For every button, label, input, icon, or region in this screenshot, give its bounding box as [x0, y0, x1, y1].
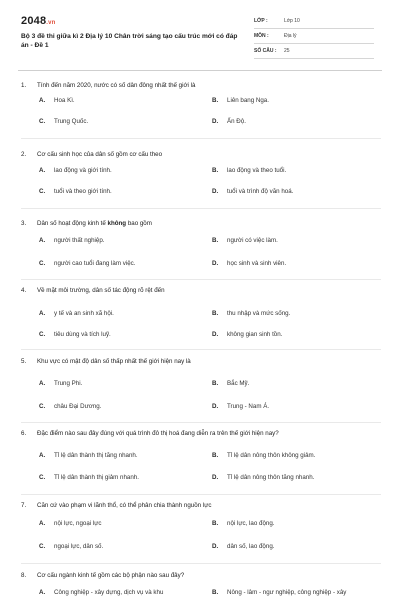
question-divider	[21, 279, 381, 280]
option-letter: A.	[39, 97, 46, 104]
option-letter: C.	[39, 331, 46, 338]
option-text: thu nhập và mức sống.	[227, 310, 291, 317]
option-letter: B.	[212, 520, 219, 527]
option-text: Tỉ lệ dân nông thôn tăng nhanh.	[227, 474, 315, 481]
option-text: ngoại lực, dân số.	[54, 543, 104, 550]
question-stem	[21, 287, 381, 295]
question-8	[21, 572, 381, 596]
meta-row-class	[254, 14, 374, 29]
option-a[interactable]	[39, 589, 163, 597]
option-text: Hoa Kì.	[54, 97, 75, 104]
meta-label: LỚP :	[254, 18, 268, 24]
option-letter: A.	[39, 310, 46, 317]
question-5	[21, 358, 381, 410]
option-text: người có việc làm.	[227, 237, 278, 244]
option-a[interactable]	[39, 380, 82, 388]
option-letter: B.	[212, 452, 219, 459]
option-b[interactable]	[212, 237, 278, 245]
header-divider	[18, 70, 382, 71]
option-letter: C.	[39, 474, 46, 481]
option-text: lao động và theo tuổi.	[227, 167, 287, 174]
option-letter: A.	[39, 589, 46, 596]
document-header	[0, 0, 400, 72]
option-b[interactable]	[212, 520, 275, 528]
option-letter: A.	[39, 380, 46, 387]
option-text: Trung - Nam Á.	[227, 403, 270, 410]
option-letter: D.	[212, 543, 219, 550]
question-number: 5.	[21, 358, 27, 365]
option-d[interactable]	[212, 188, 293, 196]
option-text: nội lực, lao động.	[227, 520, 275, 527]
option-letter: A.	[39, 237, 46, 244]
question-stem	[21, 572, 381, 580]
option-letter: D.	[212, 188, 219, 195]
option-text: lao động và giới tính.	[54, 167, 112, 174]
meta-value: Địa lý	[284, 33, 297, 39]
option-a[interactable]	[39, 452, 138, 460]
question-text-post: bao gồm	[126, 220, 152, 227]
option-a[interactable]	[39, 237, 105, 245]
option-text: nội lực, ngoại lực	[54, 520, 102, 527]
question-number: 6.	[21, 430, 27, 437]
question-divider	[21, 349, 381, 350]
option-text: người thất nghiệp.	[54, 237, 105, 244]
question-number: 8.	[21, 572, 27, 579]
question-4	[21, 287, 381, 338]
option-letter: B.	[212, 310, 219, 317]
option-text: Tỉ lệ dân thành thị tăng nhanh.	[54, 452, 138, 459]
question-text: Về mặt môi trường, dân số tác động rõ rệt đến	[37, 287, 165, 294]
meta-value: 25	[284, 48, 290, 54]
option-text: Tỉ lệ dân nông thôn không giảm.	[227, 452, 316, 459]
option-letter: D.	[212, 118, 219, 125]
option-letter: D.	[212, 331, 219, 338]
option-d[interactable]	[212, 474, 314, 482]
meta-table	[254, 14, 374, 59]
question-divider	[21, 494, 381, 495]
question-divider	[21, 422, 381, 423]
question-text-pre: Dân số hoạt động kinh tế	[37, 220, 108, 227]
meta-value: Lớp 10	[284, 18, 300, 24]
option-letter: A.	[39, 167, 46, 174]
question-divider	[21, 208, 381, 209]
question-text: Căn cứ vào phạm vi lãnh thổ, có thể phân chia thành nguồn lực	[37, 502, 212, 509]
option-letter: C.	[39, 118, 46, 125]
logo-suffix: .vn	[46, 20, 56, 26]
question-1	[21, 82, 381, 125]
logo-main: 2048	[21, 15, 47, 27]
question-stem	[21, 358, 381, 366]
question-number: 2.	[21, 151, 27, 158]
question-text-emphasis: không	[107, 220, 127, 227]
question-text: Khu vực có mật độ dân số thấp nhất thế giới hiện nay là	[37, 358, 191, 365]
question-stem	[21, 82, 381, 90]
option-letter: B.	[212, 589, 219, 596]
option-d[interactable]	[212, 403, 269, 411]
question-text: Tính đến năm 2020, nước có số dân đông nhất thế giới là	[37, 82, 196, 89]
question-divider	[21, 563, 381, 564]
question-number: 1.	[21, 82, 27, 89]
option-text: tiêu dùng và tích luỹ.	[54, 331, 111, 338]
option-letter: B.	[212, 237, 219, 244]
option-text: không gian sinh tồn.	[227, 331, 283, 338]
option-a[interactable]	[39, 310, 114, 318]
option-text: Nông - lâm - ngư nghiệp, công nghiệp - xây	[227, 589, 347, 596]
option-letter: C.	[39, 260, 46, 267]
option-text: Trung Quốc.	[54, 118, 89, 125]
option-text: Liên bang Nga.	[227, 97, 269, 104]
option-a[interactable]	[39, 167, 112, 175]
option-text: châu Đại Dương.	[54, 403, 102, 410]
document-title: Bộ 3 đề thi giữa kì 2 Địa lý 10 Chân trời sáng tạo cấu trúc mới có đáp án - Đề 1	[21, 33, 238, 49]
question-stem	[21, 430, 381, 438]
option-d[interactable]	[212, 260, 286, 268]
option-a[interactable]	[39, 97, 75, 105]
question-divider	[21, 138, 381, 139]
question-text: Cơ cấu sinh học của dân số gồm cơ cấu theo	[37, 151, 163, 158]
option-b[interactable]	[212, 589, 346, 597]
question-text	[37, 220, 152, 228]
option-letter: D.	[212, 403, 219, 410]
question-stem	[21, 502, 381, 510]
question-stem	[21, 220, 381, 228]
option-b[interactable]	[212, 452, 315, 460]
option-letter: A.	[39, 520, 46, 527]
question-number: 3.	[21, 220, 27, 227]
option-text: Bắc Mỹ.	[227, 380, 250, 387]
question-text: Đặc điểm nào sau đây đúng với quá trình đô thị hoá đang diễn ra trên thế giới hiện nay?	[37, 430, 279, 437]
option-text: Tỉ lệ dân thành thị giảm nhanh.	[54, 474, 139, 481]
question-2	[21, 151, 381, 195]
question-stem	[21, 151, 381, 159]
option-a[interactable]	[39, 520, 102, 528]
option-text: học sinh và sinh viên.	[227, 260, 287, 267]
question-number: 7.	[21, 502, 27, 509]
option-d[interactable]	[212, 543, 274, 551]
option-letter: C.	[39, 543, 46, 550]
option-c[interactable]	[39, 543, 103, 551]
question-6	[21, 430, 381, 481]
question-7	[21, 502, 381, 550]
meta-row-subject	[254, 29, 374, 44]
option-c[interactable]	[39, 403, 101, 411]
option-text: tuổi và trình độ văn hoá.	[227, 188, 294, 195]
question-number: 4.	[21, 287, 27, 294]
option-b[interactable]	[212, 97, 269, 105]
question-text: Cơ cấu ngành kinh tế gồm các bộ phận nào sau đây?	[37, 572, 185, 579]
option-letter: C.	[39, 188, 46, 195]
option-b[interactable]	[212, 380, 249, 388]
option-letter: D.	[212, 474, 219, 481]
option-text: người cao tuổi đang làm việc.	[54, 260, 136, 267]
option-letter: B.	[212, 97, 219, 104]
option-letter: D.	[212, 260, 219, 267]
question-3	[21, 220, 381, 267]
option-c[interactable]	[39, 331, 111, 339]
option-text: tuổi và theo giới tính.	[54, 188, 112, 195]
option-letter: B.	[212, 380, 219, 387]
option-text: Công nghiệp - xây dựng, dịch vụ và khu	[54, 589, 164, 596]
option-b[interactable]	[212, 310, 290, 318]
meta-label: SỐ CÂU :	[254, 48, 277, 54]
option-text: Ấn Độ.	[227, 118, 246, 125]
option-c[interactable]	[39, 118, 88, 126]
option-c[interactable]	[39, 474, 139, 482]
meta-label: MÔN :	[254, 33, 269, 39]
option-d[interactable]	[212, 331, 282, 339]
option-text: y tế và an sinh xã hội.	[54, 310, 114, 317]
option-d[interactable]	[212, 118, 246, 126]
option-c[interactable]	[39, 188, 112, 196]
option-text: dân số, lao động.	[227, 543, 275, 550]
option-b[interactable]	[212, 167, 286, 175]
option-letter: A.	[39, 452, 46, 459]
site-logo[interactable]	[21, 15, 56, 27]
option-c[interactable]	[39, 260, 135, 268]
meta-row-count	[254, 44, 374, 59]
option-letter: B.	[212, 167, 219, 174]
option-letter: C.	[39, 403, 46, 410]
option-text: Trung Phi.	[54, 380, 83, 387]
